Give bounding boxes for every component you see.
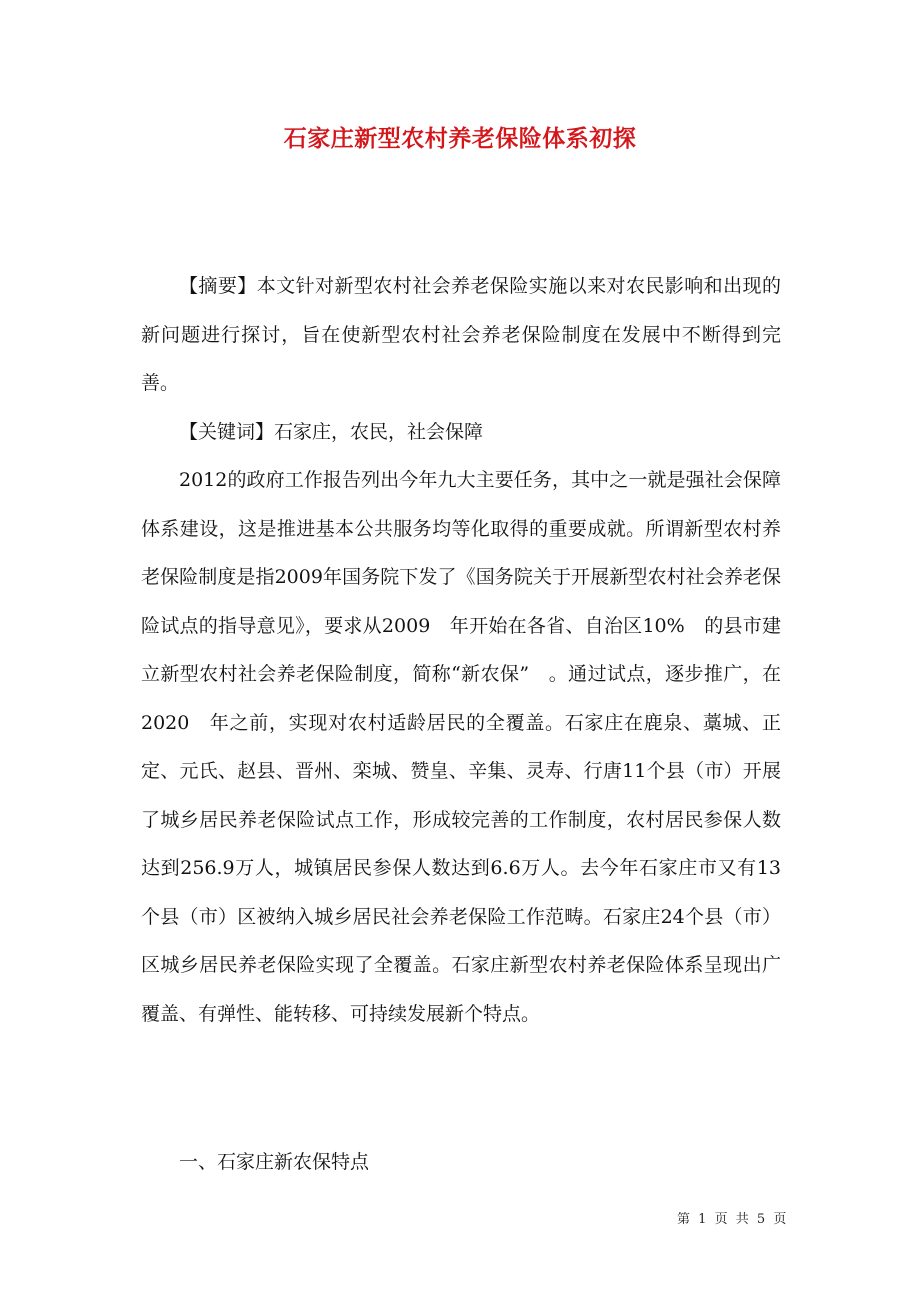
footer-page-unit: 页 xyxy=(714,1212,729,1227)
footer-total-prefix: 共 xyxy=(735,1212,750,1227)
page-footer xyxy=(676,1208,788,1227)
footer-current-page: 1 xyxy=(698,1212,708,1227)
footer-prefix: 第 xyxy=(677,1212,692,1227)
document-title: 石家庄新型农村养老保险体系初探 xyxy=(283,125,637,152)
section-heading: 一、石家庄新农保特点 xyxy=(179,1151,370,1173)
main-paragraph: 2012的政府工作报告列出今年九大主要任务，其中之一就是强社会保障体系建设，这是推进基本公共服务均等化取得的重要成就。所谓新型农村养老保险制度是指2009年国务院下发了《国务院关于开展新型农村社会养老保险试点的指导意见》，要求从2009 年开始在各省、自治区10% 的县市建立新型农村社会养老保险制度，简称“新农保” 。通过试点，逐步推广，在2020 年之前，实现对农村适龄居民的全覆盖。石家庄在鹿泉、藁城、正定、元氏、赵县、晋州、栾城、赞皇、辛集、灵寿、行唐11个县（市）开展了城乡居民养老保险试点工作，形成较完善的工作制度，农村居民参保人数达到256.9万人，城镇居民参保人数达到6.6万人。去今年石家庄市又有13个县（市）区被纳入城乡居民社会养老保险工作范畴。石家庄24个县（市）区城乡居民养老保险实现了全覆盖。石家庄新型农村养老保险体系呈现出广覆盖、有弹性、能转移、可持续发展新个特点。 xyxy=(141,469,781,1025)
abstract-paragraph: 【摘要】本文针对新型农村社会养老保险实施以来对农民影响和出现的新问题进行探讨，旨在使新型农村社会养老保险制度在发展中不断得到完善。 xyxy=(141,275,781,394)
footer-total-unit: 页 xyxy=(773,1212,788,1227)
keywords-paragraph: 【关键词】石家庄，农民，社会保障 xyxy=(179,421,484,443)
footer-total-pages: 5 xyxy=(756,1212,767,1227)
